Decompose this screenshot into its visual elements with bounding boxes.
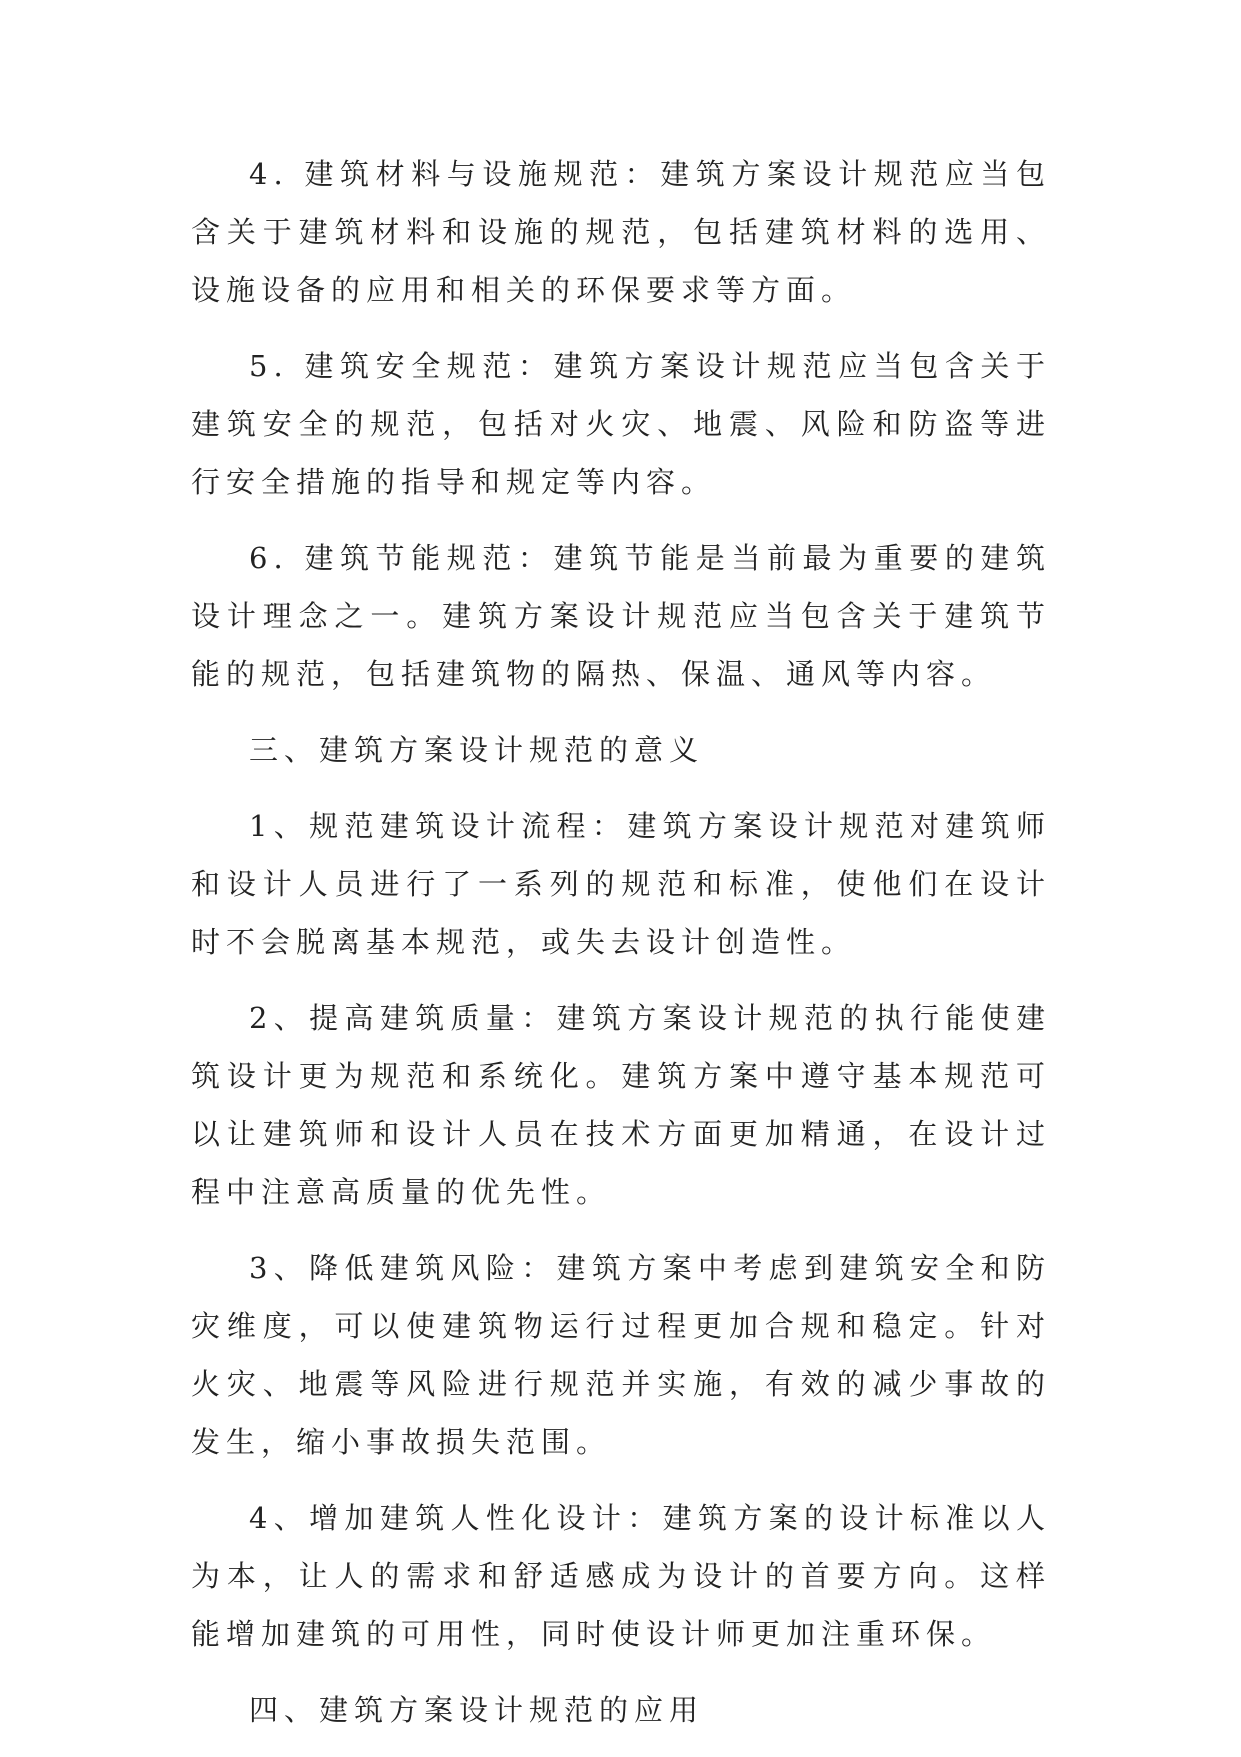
- paragraph-humanized-design: 4、增加建筑人性化设计：建筑方案的设计标准以人为本，让人的需求和舒适感成为设计的首要方向。这样能增加建筑的可用性，同时使设计师更加注重环保。: [191, 1501, 1051, 1651]
- section-heading-application: 四、建筑方案设计规范的应用: [249, 1693, 705, 1727]
- paragraph-energy-saving-norms: 6. 建筑节能规范：建筑节能是当前最为重要的建筑设计理念之一。建筑方案设计规范应当包含关于建筑节能的规范，包括建筑物的隔热、保温、通风等内容。: [191, 541, 1051, 691]
- section-heading-significance: 三、建筑方案设计规范的意义: [249, 733, 705, 767]
- paragraph-safety-norms: 5. 建筑安全规范：建筑方案设计规范应当包含关于建筑安全的规范，包括对火灾、地震、风险和防盗等进行安全措施的指导和规定等内容。: [191, 349, 1051, 499]
- paragraph-material-facility-norms: 4. 建筑材料与设施规范：建筑方案设计规范应当包含关于建筑材料和设施的规范，包括建筑材料的选用、设施设备的应用和相关的环保要求等方面。: [191, 157, 1051, 307]
- paragraph-building-quality: 2、提高建筑质量：建筑方案设计规范的执行能使建筑设计更为规范和系统化。建筑方案中遵守基本规范可以让建筑师和设计人员在技术方面更加精通，在设计过程中注意高质量的优先性。: [191, 1001, 1051, 1209]
- document-body: [191, 145, 1051, 1757]
- paragraph-design-process: 1、规范建筑设计流程：建筑方案设计规范对建筑师和设计人员进行了一系列的规范和标准，使他们在设计时不会脱离基本规范，或失去设计创造性。: [191, 809, 1051, 959]
- paragraph-building-risk: 3、降低建筑风险：建筑方案中考虑到建筑安全和防灾维度，可以使建筑物运行过程更加合规和稳定。针对火灾、地震等风险进行规范并实施，有效的减少事故的发生，缩小事故损失范围。: [191, 1251, 1051, 1459]
